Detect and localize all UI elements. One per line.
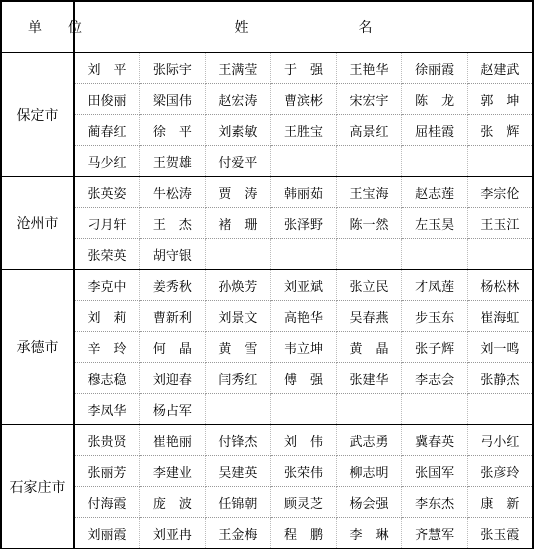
name-cell: 姜秀秋 bbox=[140, 270, 206, 301]
name-cell: 张子辉 bbox=[402, 332, 468, 363]
name-cell bbox=[336, 239, 402, 270]
table-row bbox=[1, 394, 533, 425]
name-cell: 才凤莲 bbox=[402, 270, 468, 301]
name-cell: 程 鹏 bbox=[271, 518, 337, 549]
name-cell: 张荣英 bbox=[74, 239, 140, 270]
unit-cell: 沧州市 bbox=[1, 177, 74, 270]
name-cell: 穆志稳 bbox=[74, 363, 140, 394]
name-cell: 张丽芳 bbox=[74, 456, 140, 487]
name-cell: 张国军 bbox=[402, 456, 468, 487]
name-cell: 刁月轩 bbox=[74, 208, 140, 239]
name-cell bbox=[402, 239, 468, 270]
name-cell: 张际宇 bbox=[140, 53, 206, 84]
name-cell: 陈一然 bbox=[336, 208, 402, 239]
header-row bbox=[1, 1, 533, 53]
name-cell: 田俊丽 bbox=[74, 84, 140, 115]
name-cell bbox=[271, 239, 337, 270]
name-cell bbox=[402, 146, 468, 177]
table-row bbox=[1, 456, 533, 487]
name-cell: 王胜宝 bbox=[271, 115, 337, 146]
table-row bbox=[1, 332, 533, 363]
name-cell: 于 强 bbox=[271, 53, 337, 84]
name-cell: 傅 强 bbox=[271, 363, 337, 394]
name-cell: 王 杰 bbox=[140, 208, 206, 239]
name-cell: 张荣伟 bbox=[271, 456, 337, 487]
name-cell: 李 琳 bbox=[336, 518, 402, 549]
name-cell: 王贺雄 bbox=[140, 146, 206, 177]
name-cell: 贾 涛 bbox=[205, 177, 271, 208]
name-cell: 弓小红 bbox=[467, 425, 533, 456]
name-cell: 徐丽霞 bbox=[402, 53, 468, 84]
unit-cell: 保定市 bbox=[1, 53, 74, 177]
name-cell: 崔艳丽 bbox=[140, 425, 206, 456]
name-cell: 王艳华 bbox=[336, 53, 402, 84]
name-cell: 康 新 bbox=[467, 487, 533, 518]
name-cell: 韩丽茹 bbox=[271, 177, 337, 208]
table-row bbox=[1, 177, 533, 208]
unit-cell: 石家庄市 bbox=[1, 425, 74, 549]
unit-cell: 承德市 bbox=[1, 270, 74, 425]
name-cell: 牛松涛 bbox=[140, 177, 206, 208]
table-row bbox=[1, 487, 533, 518]
name-cell: 顾灵芝 bbox=[271, 487, 337, 518]
table-row bbox=[1, 301, 533, 332]
name-cell: 杨松林 bbox=[467, 270, 533, 301]
table-row bbox=[1, 84, 533, 115]
name-cell: 李凤华 bbox=[74, 394, 140, 425]
table-row bbox=[1, 53, 533, 84]
name-column-header bbox=[74, 1, 533, 53]
name-cell: 张彦玲 bbox=[467, 456, 533, 487]
name-cell: 高景红 bbox=[336, 115, 402, 146]
name-cell: 孙焕芳 bbox=[205, 270, 271, 301]
name-cell: 高艳华 bbox=[271, 301, 337, 332]
name-cell bbox=[467, 146, 533, 177]
name-cell bbox=[467, 394, 533, 425]
name-cell: 宋宏宇 bbox=[336, 84, 402, 115]
name-cell: 冀春英 bbox=[402, 425, 468, 456]
table-row bbox=[1, 518, 533, 549]
name-cell: 胡守银 bbox=[140, 239, 206, 270]
name-cell: 李克中 bbox=[74, 270, 140, 301]
name-cell: 徐 平 bbox=[140, 115, 206, 146]
name-cell: 曹新利 bbox=[140, 301, 206, 332]
name-cell bbox=[271, 394, 337, 425]
name-cell: 杨会强 bbox=[336, 487, 402, 518]
name-cell: 刘亚冉 bbox=[140, 518, 206, 549]
name-cell: 黄 雪 bbox=[205, 332, 271, 363]
name-cell: 付爱平 bbox=[205, 146, 271, 177]
name-cell: 赵建武 bbox=[467, 53, 533, 84]
name-cell: 赵宏涛 bbox=[205, 84, 271, 115]
name-cell: 张玉霞 bbox=[467, 518, 533, 549]
name-cell: 梁国伟 bbox=[140, 84, 206, 115]
name-cell bbox=[402, 394, 468, 425]
name-cell: 齐慧军 bbox=[402, 518, 468, 549]
unit-column-header: 单位 bbox=[1, 1, 74, 53]
name-cell: 刘亚斌 bbox=[271, 270, 337, 301]
table-row bbox=[1, 239, 533, 270]
name-header-char-2: 名 bbox=[358, 20, 373, 36]
table-row bbox=[1, 425, 533, 456]
table-row bbox=[1, 115, 533, 146]
name-cell: 张贵贤 bbox=[74, 425, 140, 456]
table-row bbox=[1, 270, 533, 301]
table-row bbox=[1, 363, 533, 394]
name-cell: 张立民 bbox=[336, 270, 402, 301]
name-cell: 陈 龙 bbox=[402, 84, 468, 115]
name-cell: 刘迎春 bbox=[140, 363, 206, 394]
name-cell: 步玉东 bbox=[402, 301, 468, 332]
table-row bbox=[1, 146, 533, 177]
name-cell: 庞 波 bbox=[140, 487, 206, 518]
name-cell: 黄 晶 bbox=[336, 332, 402, 363]
name-cell: 柳志明 bbox=[336, 456, 402, 487]
name-cell: 刘一鸣 bbox=[467, 332, 533, 363]
name-cell: 付锋杰 bbox=[205, 425, 271, 456]
name-cell: 曹滨彬 bbox=[271, 84, 337, 115]
name-cell: 刘 伟 bbox=[271, 425, 337, 456]
name-cell: 张 辉 bbox=[467, 115, 533, 146]
name-header-char-1: 姓 bbox=[234, 20, 249, 36]
name-cell: 崔海虹 bbox=[467, 301, 533, 332]
name-cell: 辛 玲 bbox=[74, 332, 140, 363]
name-cell: 张泽野 bbox=[271, 208, 337, 239]
name-cell: 韦立坤 bbox=[271, 332, 337, 363]
name-cell: 李东杰 bbox=[402, 487, 468, 518]
name-cell: 褚 珊 bbox=[205, 208, 271, 239]
name-cell: 刘丽霞 bbox=[74, 518, 140, 549]
name-cell: 左玉昊 bbox=[402, 208, 468, 239]
name-cell bbox=[467, 239, 533, 270]
name-cell: 张建华 bbox=[336, 363, 402, 394]
name-cell: 王玉江 bbox=[467, 208, 533, 239]
name-cell: 刘素敏 bbox=[205, 115, 271, 146]
name-cell bbox=[336, 146, 402, 177]
name-cell: 王满莹 bbox=[205, 53, 271, 84]
name-cell: 李志会 bbox=[402, 363, 468, 394]
name-cell bbox=[271, 146, 337, 177]
name-cell: 刘 平 bbox=[74, 53, 140, 84]
name-cell: 王宝海 bbox=[336, 177, 402, 208]
name-cell: 赵志莲 bbox=[402, 177, 468, 208]
name-cell: 吴春燕 bbox=[336, 301, 402, 332]
name-cell: 武志勇 bbox=[336, 425, 402, 456]
name-cell: 李宗伦 bbox=[467, 177, 533, 208]
name-cell: 任锦朝 bbox=[205, 487, 271, 518]
name-cell: 吴建英 bbox=[205, 456, 271, 487]
name-cell: 蔺春红 bbox=[74, 115, 140, 146]
name-cell: 刘 莉 bbox=[74, 301, 140, 332]
name-cell bbox=[336, 394, 402, 425]
name-cell: 何 晶 bbox=[140, 332, 206, 363]
name-cell: 刘景文 bbox=[205, 301, 271, 332]
name-cell: 杨占军 bbox=[140, 394, 206, 425]
name-cell bbox=[205, 239, 271, 270]
name-cell: 李建业 bbox=[140, 456, 206, 487]
name-cell: 付海霞 bbox=[74, 487, 140, 518]
name-cell: 屈桂霞 bbox=[402, 115, 468, 146]
name-cell: 王金梅 bbox=[205, 518, 271, 549]
name-cell: 张英姿 bbox=[74, 177, 140, 208]
name-cell: 马少红 bbox=[74, 146, 140, 177]
name-cell: 张静杰 bbox=[467, 363, 533, 394]
table-row bbox=[1, 208, 533, 239]
name-cell bbox=[205, 394, 271, 425]
name-cell: 郭 坤 bbox=[467, 84, 533, 115]
name-cell: 闫秀红 bbox=[205, 363, 271, 394]
